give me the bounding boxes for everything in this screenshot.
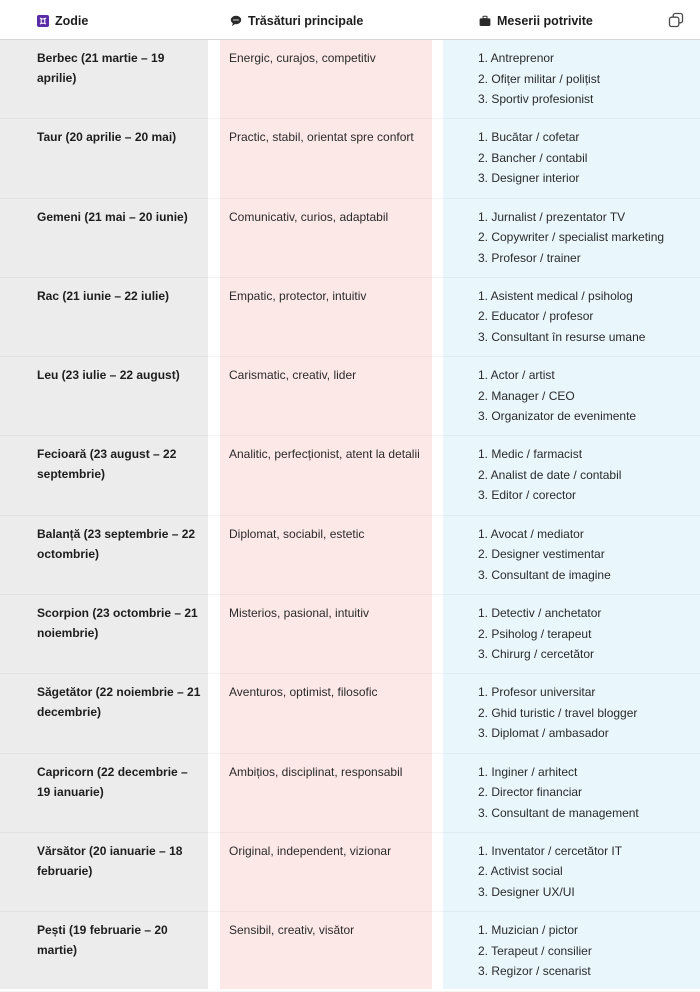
traits-cell: Practic, stabil, orientat spre confort	[229, 130, 414, 145]
jobs-cell	[478, 762, 696, 824]
speech-bubble-icon	[230, 15, 242, 27]
zodiac-symbol-icon	[37, 15, 49, 27]
job-item: 1. Inventator / cercetător IT	[478, 843, 623, 858]
job-item: 1. Jurnalist / prezentator TV	[478, 209, 626, 224]
header-jobs	[479, 14, 593, 28]
job-item: 1. Detectiv / anchetator	[478, 606, 602, 621]
table-row	[0, 357, 700, 436]
jobs-cell	[478, 286, 696, 348]
job-item: 2. Director financiar	[478, 785, 583, 800]
job-item: 3. Designer interior	[478, 171, 580, 186]
table-row	[0, 754, 700, 833]
traits-cell: Misterios, pasional, intuitiv	[229, 606, 370, 621]
job-item: 1. Antreprenor	[478, 51, 555, 65]
traits-cell: Carismatic, creativ, lider	[229, 368, 357, 383]
table-row	[0, 595, 700, 674]
zodiac-sign-cell: Vărsător (20 ianuarie – 18 februarie)	[37, 843, 183, 878]
zodiac-sign-cell: Rac (21 iunie – 22 iulie)	[37, 288, 170, 303]
jobs-cell	[478, 524, 696, 586]
job-item: 1. Bucătar / cofetar	[478, 130, 580, 145]
zodiac-sign-cell: Pești (19 februarie – 20 martie)	[37, 923, 168, 958]
job-item: 3. Consultant de management	[478, 805, 639, 820]
job-item: 2. Bancher / contabil	[478, 150, 588, 165]
job-item: 1. Avocat / mediator	[478, 526, 584, 541]
job-item: 3. Consultant în resurse umane	[478, 329, 646, 344]
job-item: 3. Organizator de evenimente	[478, 409, 637, 424]
traits-cell: Ambițios, disciplinat, responsabil	[229, 764, 403, 779]
traits-cell: Empatic, protector, intuitiv	[229, 288, 367, 303]
table-header	[0, 0, 700, 40]
job-item: 2. Ofițer militar / polițist	[478, 71, 601, 86]
traits-cell: Sensibil, creativ, visător	[229, 923, 355, 938]
table-row	[0, 912, 700, 991]
job-item: 3. Chirurg / cercetător	[478, 647, 595, 662]
job-item: 2. Educator / profesor	[478, 309, 594, 324]
job-item: 2. Analist de date / contabil	[478, 467, 622, 482]
job-item: 2. Activist social	[478, 864, 563, 879]
jobs-cell	[478, 444, 696, 506]
header-sign	[37, 14, 88, 28]
traits-cell: Comunicativ, curios, adaptabil	[229, 209, 389, 224]
table-row	[0, 516, 700, 595]
zodiac-sign-cell: Taur (20 aprilie – 20 mai)	[37, 130, 177, 145]
zodiac-sign-cell: Săgetător (22 noiembrie – 21 decembrie)	[37, 685, 201, 720]
zodiac-sign-cell: Fecioară (23 august – 22 septembrie)	[37, 447, 177, 482]
job-item: 2. Psiholog / terapeut	[478, 626, 592, 641]
job-item: 2. Copywriter / specialist marketing	[478, 230, 665, 245]
jobs-cell	[478, 920, 696, 982]
job-item: 1. Profesor universitar	[478, 685, 596, 700]
job-item: 3. Consultant de imagine	[478, 567, 611, 582]
jobs-cell	[478, 841, 696, 903]
job-item: 1. Asistent medical / psiholog	[478, 288, 633, 303]
table-body	[0, 40, 700, 992]
job-item: 3. Sportiv profesionist	[478, 92, 594, 106]
zodiac-sign-cell: Balanță (23 septembrie – 22 octombrie)	[37, 526, 196, 561]
job-item: 2. Designer vestimentar	[478, 547, 605, 562]
job-item: 3. Profesor / trainer	[478, 250, 581, 265]
job-item: 3. Editor / corector	[478, 488, 577, 503]
header-sign-label: Zodie	[55, 14, 89, 28]
table-row	[0, 436, 700, 515]
job-item: 1. Muzician / pictor	[478, 923, 579, 938]
zodiac-sign-cell: Berbec (21 martie – 19 aprilie)	[37, 51, 165, 85]
job-item: 2. Manager / CEO	[478, 388, 575, 403]
traits-cell: Diplomat, sociabil, estetic	[229, 526, 365, 541]
job-item: 1. Inginer / arhitect	[478, 764, 578, 779]
traits-cell: Energic, curajos, competitiv	[229, 51, 376, 65]
jobs-cell	[478, 603, 696, 665]
traits-cell: Aventuros, optimist, filosofic	[229, 685, 378, 700]
table-row	[0, 674, 700, 753]
briefcase-icon	[479, 15, 491, 27]
header-traits-label: Trăsături principale	[248, 14, 364, 28]
job-item: 3. Diplomat / ambasador	[478, 726, 609, 741]
header-traits	[230, 14, 363, 28]
job-item: 3. Regizor / scenarist	[478, 964, 591, 979]
job-item: 2. Ghid turistic / travel blogger	[478, 705, 638, 720]
job-item: 2. Terapeut / consilier	[478, 943, 592, 958]
jobs-cell	[478, 127, 696, 189]
header-jobs-label: Meserii potrivite	[497, 14, 593, 28]
jobs-cell	[478, 682, 696, 744]
zodiac-sign-cell: Scorpion (23 octombrie – 21 noiembrie)	[37, 606, 198, 641]
table-row	[0, 40, 700, 119]
copy-icon[interactable]	[668, 12, 684, 28]
table-row	[0, 278, 700, 357]
job-item: 1. Medic / farmacist	[478, 447, 583, 462]
traits-cell: Original, independent, vizionar	[229, 843, 392, 858]
table-row	[0, 833, 700, 912]
table-row	[0, 199, 700, 278]
job-item: 1. Actor / artist	[478, 368, 555, 383]
jobs-cell	[478, 48, 696, 110]
jobs-cell	[478, 365, 696, 427]
traits-cell: Analitic, perfecționist, atent la detalii	[229, 447, 420, 462]
zodiac-sign-cell: Leu (23 iulie – 22 august)	[37, 368, 180, 383]
table-row	[0, 119, 700, 198]
job-item: 3. Designer UX/UI	[478, 884, 575, 899]
jobs-cell	[478, 207, 696, 269]
zodiac-sign-cell: Gemeni (21 mai – 20 iunie)	[37, 209, 188, 224]
zodiac-sign-cell: Capricorn (22 decembrie – 19 ianuarie)	[37, 764, 188, 799]
